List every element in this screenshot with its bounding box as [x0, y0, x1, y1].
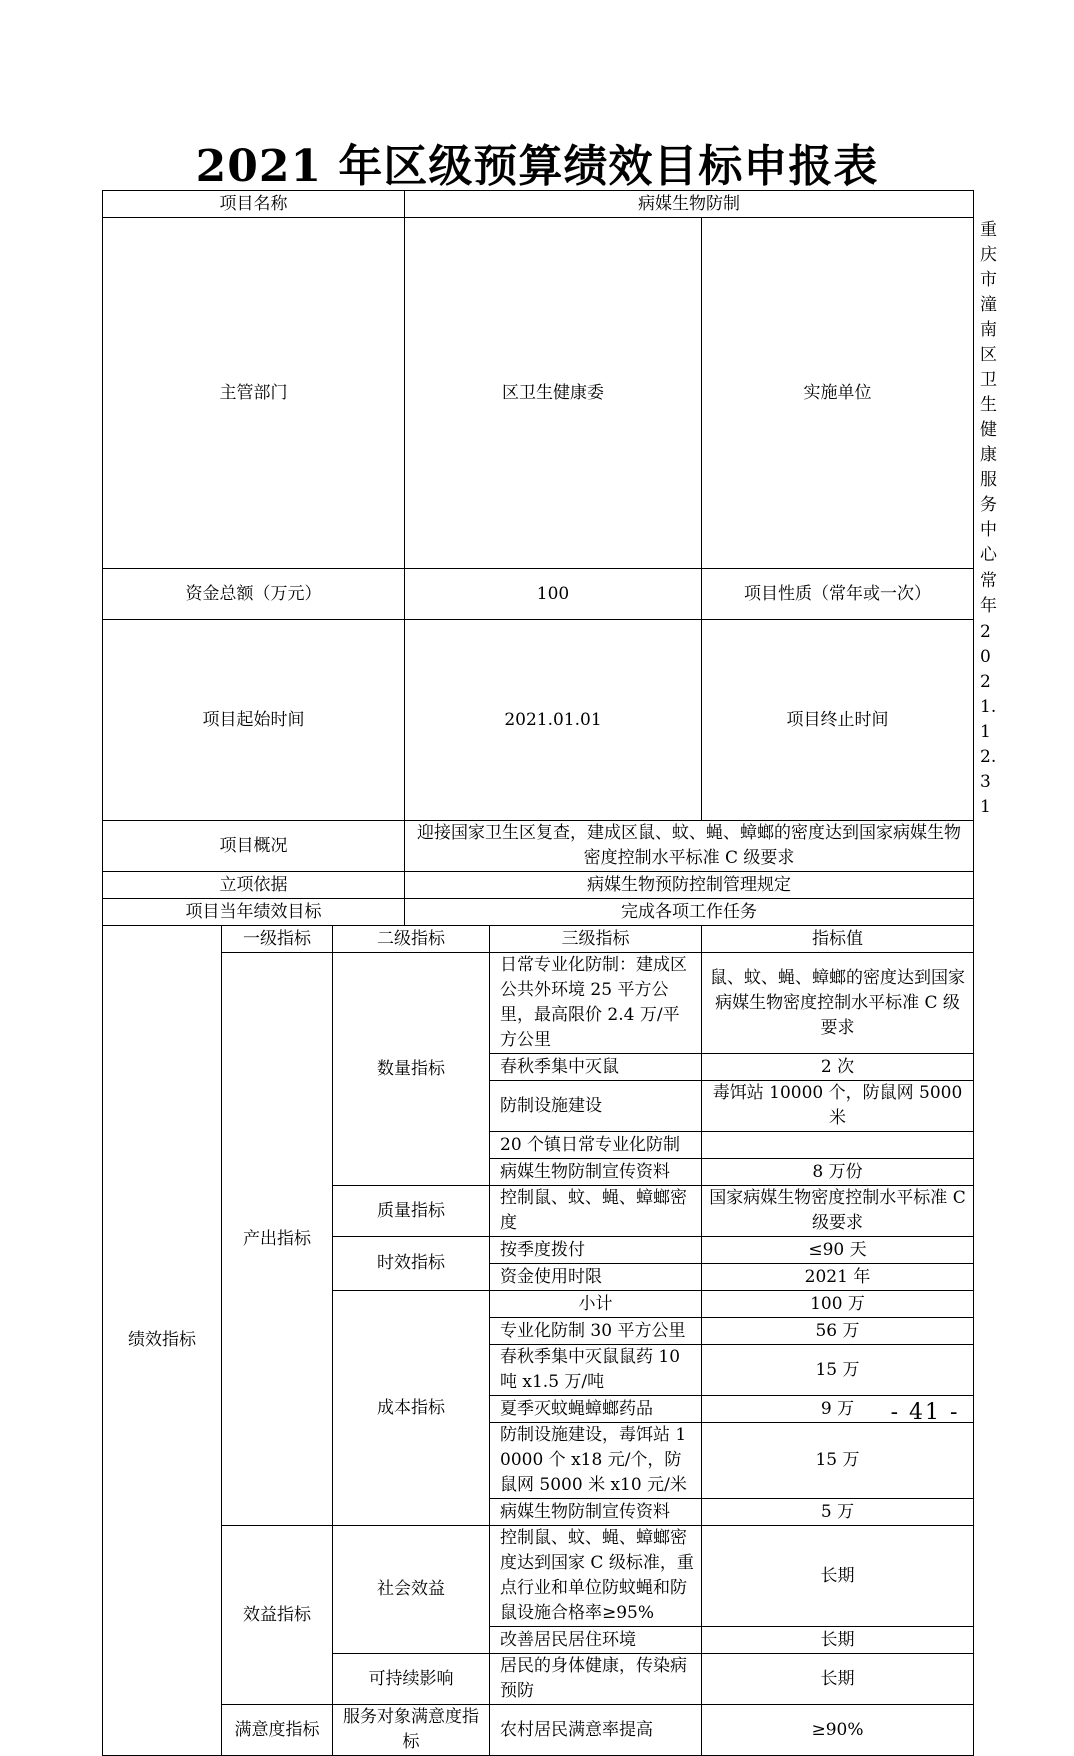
overview-value: 迎接国家卫生区复查，建成区鼠、蚊、蝇、蟑螂的密度达到国家病媒生物密度控制水平标准 C 级要求 [405, 821, 974, 872]
satisfaction-indicators-label: 满意度指标 [222, 1705, 333, 1756]
level3-item: 专业化防制 30 平方公里 [490, 1318, 702, 1345]
level3-item: 防制设施建设 [490, 1081, 702, 1132]
annual-goal-value: 完成各项工作任务 [405, 899, 974, 926]
level3-item: 春秋季集中灭鼠鼠药 10 吨 x1.5 万/吨 [490, 1345, 702, 1396]
sustainable-impact-label: 可持续影响 [333, 1654, 490, 1705]
indicator-value: 15 万 [702, 1423, 974, 1499]
indicator-value: 国家病媒生物密度控制水平标准 C 级要求 [702, 1186, 974, 1237]
basis-label: 立项依据 [103, 872, 405, 899]
indicator-value: 2 次 [702, 1054, 974, 1081]
project-name-value: 病媒生物防制 [405, 191, 974, 218]
row-annual-goal [103, 899, 974, 926]
page-title: 2021 年区级预算绩效目标申报表 [195, 141, 879, 192]
level3-item: 农村居民满意率提高 [490, 1705, 702, 1756]
service-satisfaction-label: 服务对象满意度指标 [333, 1705, 490, 1756]
page-number: - 41 - [890, 1400, 960, 1425]
benefit-indicators-label: 效益指标 [222, 1526, 333, 1705]
level3-item: 控制鼠、蚊、蝇、蟑螂密度达到国家 C 级标准，重点行业和单位防蚊蝇和防鼠设施合格率≥95% [490, 1526, 702, 1627]
indicator-value: 毒饵站 10000 个，防鼠网 5000 米 [702, 1081, 974, 1132]
cost-subtotal-value: 100 万 [702, 1291, 974, 1318]
end-label: 项目终止时间 [702, 620, 974, 821]
quantity-indicators-label: 数量指标 [333, 953, 490, 1186]
project-name-label: 项目名称 [103, 191, 405, 218]
indicator-value: 长期 [702, 1627, 974, 1654]
indicator-value: 2021 年 [702, 1264, 974, 1291]
col-level2-header: 二级指标 [333, 926, 490, 953]
level3-item: 防制设施建设，毒饵站 10000 个 x18 元/个，防鼠网 5000 米 x10 元/米 [490, 1423, 702, 1499]
annual-goal-label: 项目当年绩效目标 [103, 899, 405, 926]
table-row [103, 953, 974, 1054]
funds-label: 资金总额（万元） [103, 569, 405, 620]
indicator-value: 鼠、蚊、蝇、蟑螂的密度达到国家病媒生物密度控制水平标准 C 级要求 [702, 953, 974, 1054]
indicator-header-row [103, 926, 974, 953]
indicator-value: 9 万 [702, 1396, 974, 1423]
indicator-value: 5 万 [702, 1499, 974, 1526]
dept-value: 区卫生健康委 [405, 218, 702, 569]
level3-item: 病媒生物防制宣传资料 [490, 1159, 702, 1186]
start-label: 项目起始时间 [103, 620, 405, 821]
level3-item: 控制鼠、蚊、蝇、蟑螂密度 [490, 1186, 702, 1237]
row-dept: 主管部门 区卫生健康委 实施单位 重庆市潼南区卫生健康服务中心 [103, 218, 974, 569]
indicator-value [702, 1132, 974, 1159]
level3-item: 资金使用时限 [490, 1264, 702, 1291]
row-dates: 项目起始时间 2021.01.01 项目终止时间 2021.12.31 [103, 620, 974, 821]
cost-indicators-label: 成本指标 [333, 1291, 490, 1526]
cost-subtotal-label: 小计 [490, 1291, 702, 1318]
col-level3-header: 三级指标 [490, 926, 702, 953]
indicator-value: ≥90% [702, 1705, 974, 1756]
indicator-value: ≤90 天 [702, 1237, 974, 1264]
level3-item: 按季度拨付 [490, 1237, 702, 1264]
col-level1-header: 一级指标 [222, 926, 333, 953]
timeliness-indicators-label: 时效指标 [333, 1237, 490, 1291]
indicator-value: 长期 [702, 1654, 974, 1705]
table-row [103, 1526, 974, 1627]
dept-label: 主管部门 [103, 218, 405, 569]
col-value-header: 指标值 [702, 926, 974, 953]
basis-value: 病媒生物预防控制管理规定 [405, 872, 974, 899]
table-row [103, 1705, 974, 1756]
level3-item: 春秋季集中灭鼠 [490, 1054, 702, 1081]
row-funds: 资金总额（万元） 100 项目性质（常年或一次） 常年 [103, 569, 974, 620]
level3-item: 20 个镇日常专业化防制 [490, 1132, 702, 1159]
social-benefit-label: 社会效益 [333, 1526, 490, 1654]
start-value: 2021.01.01 [405, 620, 702, 821]
quality-indicators-label: 质量指标 [333, 1186, 490, 1237]
output-indicators-label: 产出指标 [222, 953, 333, 1526]
performance-indicators-label: 绩效指标 [103, 926, 222, 1756]
nature-label: 项目性质（常年或一次） [702, 569, 974, 620]
level3-item: 日常专业化防制：建成区公共外环境 25 平方公里，最高限价 2.4 万/平方公里 [490, 953, 702, 1054]
indicator-value: 15 万 [702, 1345, 974, 1396]
row-project-name [103, 191, 974, 218]
indicator-value: 8 万份 [702, 1159, 974, 1186]
indicator-value: 长期 [702, 1526, 974, 1627]
row-overview [103, 821, 974, 872]
indicator-value: 56 万 [702, 1318, 974, 1345]
budget-performance-table [102, 190, 998, 1756]
impl-unit-label: 实施单位 [702, 218, 974, 569]
overview-label: 项目概况 [103, 821, 405, 872]
level3-item: 夏季灭蚊蝇蟑螂药品 [490, 1396, 702, 1423]
level3-item: 病媒生物防制宣传资料 [490, 1499, 702, 1526]
row-basis [103, 872, 974, 899]
level3-item: 改善居民居住环境 [490, 1627, 702, 1654]
level3-item: 居民的身体健康，传染病预防 [490, 1654, 702, 1705]
funds-value: 100 [405, 569, 702, 620]
